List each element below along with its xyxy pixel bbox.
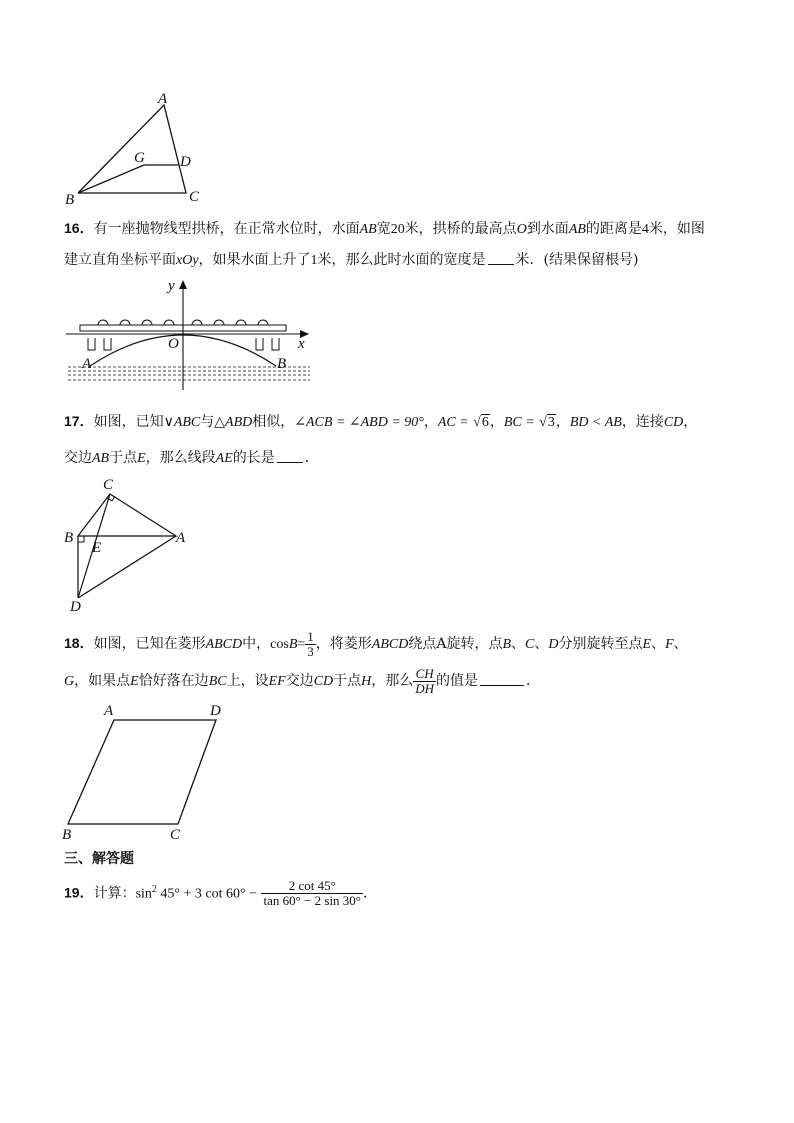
- fraction-one-third: $\frac{1}{3}$: [307, 628, 314, 659]
- label-a: A: [176, 530, 186, 546]
- label-a: A: [104, 703, 114, 719]
- figure-parabolic-bridge: [60, 278, 320, 398]
- axis-label-y: y: [168, 278, 175, 294]
- section-heading: 三、解答题: [64, 850, 134, 866]
- label-b: B: [64, 530, 74, 546]
- q18-line2: G，如果点E恰好落在边BC上，设EF交边CD于点H，那么 $\frac{CH}{DH}$ 的值是 ．: [64, 665, 541, 696]
- q17-line1: 17．如图，已知∨ABC与△ABD相似，∠ACB = ∠ABD = 90°，AC = √6，BC = √3，BD < AB，连接CD，: [64, 413, 698, 430]
- q16-line1: 16．有一座抛物线型拱桥，在正常水位时，水面AB宽20米，拱桥的最高点O到水面AB的距离是4米，如图: [64, 220, 705, 237]
- label-o: O: [168, 336, 179, 352]
- q17-line2: 交边AB于点E，那么线段AE的长是 ．: [64, 450, 319, 466]
- axis-label-x: x: [298, 336, 305, 352]
- q16-line2: 建立直角坐标平面xOy，如果水面上升了1米，那么此时水面的宽度是 米．(结果保留根号): [64, 252, 639, 268]
- figure-triangles-abc-abd: [58, 474, 198, 614]
- q18-line1: 18．如图，已知在菱形ABCD中，cosB= $\frac{1}{3}$ ，将菱形ABCD绕点A旋转，点B、C、D分别旋转至点E、F、: [64, 628, 688, 659]
- label-b: B: [277, 356, 287, 372]
- label-b: B: [62, 827, 72, 843]
- label-d: D: [180, 154, 191, 170]
- label-e: E: [92, 540, 102, 556]
- label-g: G: [134, 150, 145, 166]
- label-c: C: [189, 189, 200, 205]
- label-a: A: [82, 356, 92, 372]
- q19-number: 19．: [64, 884, 94, 901]
- q17-number: 17．: [64, 413, 94, 429]
- figure-triangle-abc: [60, 88, 220, 208]
- figure-rhombus-abcd: [58, 700, 238, 845]
- q16-answer-blank[interactable]: [488, 250, 514, 265]
- label-a: A: [158, 91, 168, 107]
- label-d: D: [210, 703, 221, 719]
- label-b: B: [65, 192, 75, 208]
- q18-answer-blank[interactable]: [480, 671, 524, 686]
- label-c: C: [170, 827, 181, 843]
- q16-number: 16．: [64, 220, 94, 236]
- q18-number: 18．: [64, 635, 94, 651]
- label-d: D: [70, 599, 81, 614]
- q19-line: 19．计算：$\sin^2 45^\circ + 3$ cot 60° − $\frac{2 \cot 45^\circ}{\tan 60^\circ - 2 \sin 30^\circ}$ ．: [64, 878, 378, 909]
- fraction-expression: $\frac{2 \cot 45^\circ}{\tan 60^\circ - 2 \sin 30^\circ}$: [263, 878, 362, 909]
- fraction-ch-dh: $\frac{CH}{DH}$: [415, 665, 435, 696]
- label-c: C: [103, 477, 114, 493]
- q17-answer-blank[interactable]: [277, 448, 303, 463]
